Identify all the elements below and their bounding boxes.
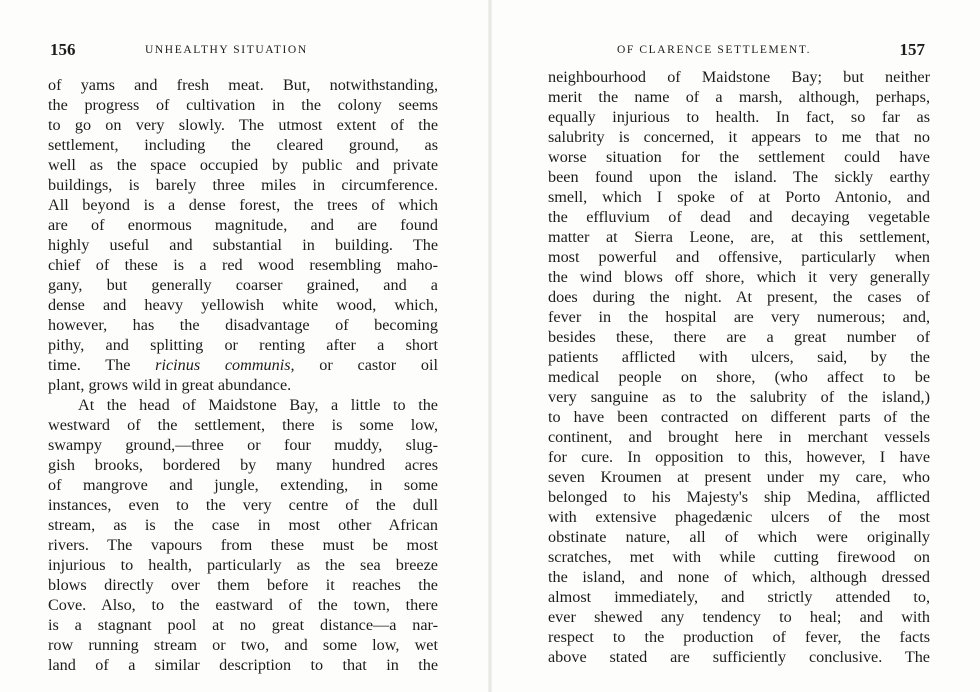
text-line: gany, but generally coarser grained, and a bbox=[48, 276, 438, 294]
text-line: is a stagnant pool at no great distance—a nar- bbox=[48, 616, 438, 634]
text-line: been found upon the island. The sickly earthy bbox=[548, 168, 930, 186]
text-line: land of a similar description to that in the bbox=[48, 656, 438, 674]
text-line: fever in the hospital are very numerous; and, bbox=[548, 308, 930, 326]
text-segment: or castor oil bbox=[294, 356, 438, 374]
page-number: 157 bbox=[899, 40, 925, 59]
text-line: westward of the settlement, there is some low, bbox=[48, 416, 438, 434]
text-line: very sanguine as to the salubrity of the island,) bbox=[548, 388, 930, 406]
text-line: continent, and brought here in merchant vessels bbox=[548, 428, 930, 446]
text-line: dense and heavy yellowish white wood, which, bbox=[48, 296, 438, 314]
text-line: All beyond is a dense forest, the trees of which bbox=[48, 196, 438, 214]
text-line: besides these, there are a great number of bbox=[548, 328, 930, 346]
text-line: of mangrove and jungle, extending, in some bbox=[48, 476, 438, 494]
text-line: the island, and none of which, although dressed bbox=[548, 568, 930, 586]
text-line: ever shewed any tendency to heal; and with bbox=[548, 608, 930, 626]
text-line: for cure. In opposition to this, however, I have bbox=[548, 448, 930, 466]
text-line: scratches, met with while cutting firewood on bbox=[548, 548, 930, 566]
text-line: the wind blows off shore, which it very generally bbox=[548, 268, 930, 286]
left-page-body bbox=[48, 75, 438, 675]
text-line: plant, grows wild in great abundance. bbox=[48, 376, 292, 394]
text-line: pithy, and splitting or renting after a short bbox=[48, 336, 438, 354]
text-line: row running stream or two, and some low, wet bbox=[48, 636, 438, 654]
text-line: rivers. The vapours from these must be most bbox=[48, 536, 438, 554]
text-line: the progress of cultivation in the colony seems bbox=[48, 96, 438, 114]
running-head: UNHEALTHY SITUATION bbox=[145, 44, 308, 56]
page-number: 156 bbox=[50, 40, 76, 59]
text-line bbox=[48, 355, 438, 375]
text-line: neighbourhood of Maidstone Bay; but neither bbox=[548, 68, 930, 86]
right-page bbox=[490, 0, 980, 692]
text-line: Cove. Also, to the eastward of the town, there bbox=[48, 596, 438, 614]
text-line: most powerful and offensive, particularly when bbox=[548, 248, 930, 266]
text-line: stream, as is the case in most other African bbox=[48, 516, 438, 534]
text-line: highly useful and substantial in building. The bbox=[48, 236, 438, 254]
right-page-body bbox=[548, 67, 930, 667]
text-line: settlement, including the cleared ground, as bbox=[48, 136, 438, 154]
text-line: the effluvium of dead and decaying vegetable bbox=[548, 208, 930, 226]
text-line: medical people on shore, (who affect to be bbox=[548, 368, 930, 386]
text-line: of yams and fresh meat. But, notwithstanding, bbox=[48, 76, 438, 94]
text-line: to have been contracted on different parts of the bbox=[548, 408, 930, 426]
text-line: respect to the production of fever, the facts bbox=[548, 628, 930, 646]
text-line: equally injurious to health. In fact, so far as bbox=[548, 108, 930, 126]
italic-term: ricinus communis, bbox=[155, 356, 295, 374]
text-line: above stated are sufficiently conclusive. The bbox=[548, 648, 930, 666]
text-line: to go on very slowly. The utmost extent of the bbox=[48, 116, 438, 134]
text-line: instances, even to the very centre of the dull bbox=[48, 496, 438, 514]
text-line: buildings, is barely three miles in circumference. bbox=[48, 176, 438, 194]
text-line: injurious to health, particularly as the sea breeze bbox=[48, 556, 438, 574]
text-line: well as the space occupied by public and private bbox=[48, 156, 438, 174]
text-line: blows directly over them before it reaches the bbox=[48, 576, 438, 594]
text-line: almost immediately, and strictly attended to, bbox=[548, 588, 930, 606]
text-line: worse situation for the settlement could have bbox=[548, 148, 930, 166]
text-line: merit the name of a marsh, although, perhaps, bbox=[548, 88, 930, 106]
text-line: seven Kroumen at present under my care, who bbox=[548, 468, 930, 486]
text-line: chief of these is a red wood resembling maho- bbox=[48, 256, 438, 274]
text-line: with extensive phagedænic ulcers of the most bbox=[548, 508, 930, 526]
text-line: obstinate nature, all of which were originally bbox=[548, 528, 930, 546]
text-line: swampy ground,—three or four muddy, slug- bbox=[48, 436, 438, 454]
text-line: does during the night. At present, the cases of bbox=[548, 288, 930, 306]
text-line: gish brooks, bordered by many hundred acres bbox=[48, 456, 438, 474]
left-page-header bbox=[50, 40, 450, 60]
text-line: patients afflicted with ulcers, said, by the bbox=[548, 348, 930, 366]
text-line: belonged to his Majesty's ship Medina, afflicted bbox=[548, 488, 930, 506]
running-head: OF CLARENCE SETTLEMENT. bbox=[617, 44, 812, 56]
text-segment: time. The bbox=[48, 356, 156, 374]
text-line: salubrity is concerned, it appears to me that no bbox=[548, 128, 930, 146]
text-line: are of enormous magnitude, and are found bbox=[48, 216, 438, 234]
text-line: matter at Sierra Leone, are, at this settlement, bbox=[548, 228, 930, 246]
right-page-header bbox=[545, 40, 925, 60]
text-line: At the head of Maidstone Bay, a little to the bbox=[78, 396, 438, 414]
text-line: however, has the disadvantage of becoming bbox=[48, 316, 438, 334]
text-line: smell, which I spoke of at Porto Antonio, and bbox=[548, 188, 930, 206]
